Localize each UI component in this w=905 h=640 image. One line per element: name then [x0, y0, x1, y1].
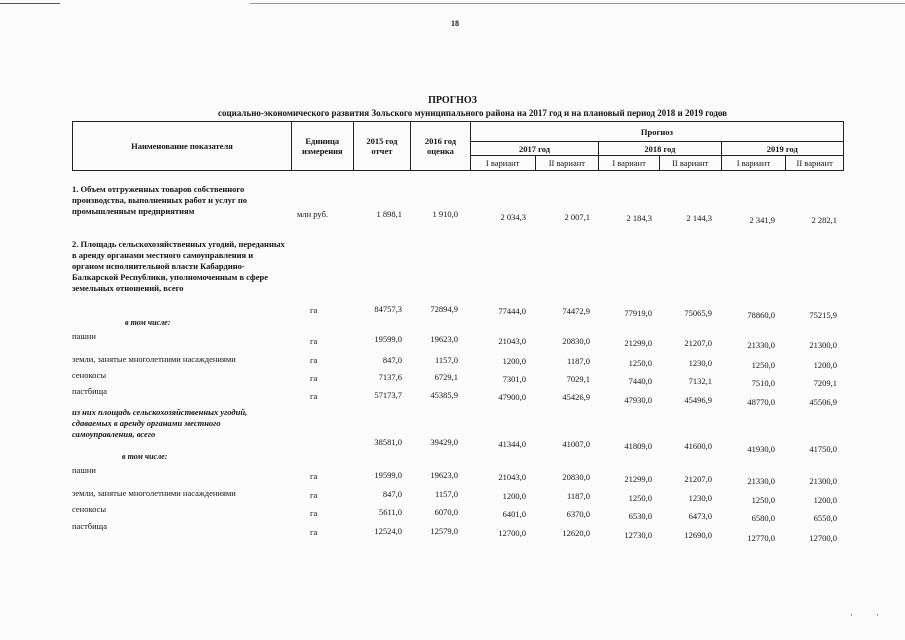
value-2016: 1 910,0	[432, 209, 458, 219]
value-2018-v1: 1250,0	[628, 358, 652, 368]
row-unit: га	[310, 305, 318, 315]
value-2017-v1: 1200,0	[502, 356, 526, 366]
scan-top-line-left	[0, 3, 60, 4]
value-2017-v2: 12620,0	[562, 528, 590, 538]
value-2017-v2: 7029,1	[566, 374, 590, 384]
row-name: сенокосы	[72, 504, 107, 514]
value-2015: 19599,0	[374, 334, 402, 344]
value-2017-v2: 74472,9	[562, 306, 590, 316]
header-2016: 2016 год оценка	[411, 122, 471, 171]
value-2017-v2: 1187,0	[566, 356, 590, 366]
value-2018-v2: 6473,0	[688, 511, 712, 521]
value-2019-v2: 21300,0	[809, 340, 837, 350]
value-2018-v1: 2 184,3	[626, 213, 652, 223]
value-2019-v2: 45506,9	[809, 397, 837, 407]
header-2018: 2018 год	[599, 142, 721, 156]
row-unit: га	[310, 471, 318, 481]
value-2016: 12579,0	[430, 526, 458, 536]
value-2019-v2: 2 282,1	[811, 215, 837, 225]
value-2017-v1: 21043,0	[498, 472, 526, 482]
header-2017-v1: I вариант	[470, 156, 535, 171]
table-header	[72, 121, 844, 171]
value-2019-v1: 12770,0	[747, 533, 775, 543]
value-2017-v1: 47900,0	[498, 392, 526, 402]
header-2019-v2: II вариант	[786, 156, 844, 171]
value-2019-v2: 41750,0	[809, 444, 837, 454]
value-2018-v2: 2 144,3	[686, 213, 712, 223]
value-2019-v2: 7209,1	[813, 378, 837, 388]
value-2018-v2: 1230,0	[688, 358, 712, 368]
value-2015: 847,0	[382, 355, 402, 365]
value-2017-v2: 6370,0	[566, 509, 590, 519]
value-2016: 39429,0	[430, 437, 458, 447]
value-2017-v2: 20830,0	[562, 472, 590, 482]
value-2018-v2: 75065,9	[684, 308, 712, 318]
value-2018-v1: 1250,0	[628, 493, 652, 503]
row-name: из них площадь сельскохозяйственных угодий, сдаваемых в аренду органами местного самоуправления, всего	[72, 407, 248, 439]
value-2018-v1: 7440,0	[628, 376, 652, 386]
value-2016: 1157,0	[434, 355, 458, 365]
value-2016: 19623,0	[430, 334, 458, 344]
value-2016: 45385,9	[430, 390, 458, 400]
value-2016: 6070,0	[434, 507, 458, 517]
value-2017-v2: 20830,0	[562, 336, 590, 346]
value-2019-v1: 7510,0	[751, 378, 775, 388]
header-forecast: Прогноз	[470, 122, 843, 142]
value-2019-v1: 1250,0	[751, 495, 775, 505]
value-2018-v2: 1230,0	[688, 493, 712, 503]
value-2017-v2: 1187,0	[566, 491, 590, 501]
document-title: ПРОГНОЗ	[428, 95, 477, 106]
header-2019: 2019 год	[721, 142, 843, 156]
scan-top-line-right	[250, 3, 905, 4]
row-name: 1. Объем отгруженных товаров собственного производства, выполненных работ и услуг по промышленным предприятиям	[72, 184, 248, 216]
value-2017-v2: 2 007,1	[564, 212, 590, 222]
row-name: пастбища	[72, 521, 108, 531]
header-unit: Единица измерения	[291, 122, 353, 171]
value-2019-v2: 6550,0	[813, 513, 837, 523]
value-2015: 7137,6	[378, 372, 402, 382]
value-2017-v1: 1200,0	[502, 491, 526, 501]
value-2016: 6729,1	[434, 372, 458, 382]
value-2018-v2: 21207,0	[684, 474, 712, 484]
value-2019-v1: 48770,0	[747, 397, 775, 407]
row-name: пашни	[72, 465, 96, 475]
value-2017-v1: 77444,0	[498, 306, 526, 316]
row-name: пастбища	[72, 386, 108, 396]
value-2017-v2: 45426,9	[562, 392, 590, 402]
row-name: 2. Площадь сельскохозяйственных угодий, переданных в аренду органами местного самоуправления и органом исполнительной власти Кабардино-Балкарской Республики, уполномоченным в сфере земельных отношений, всего	[72, 239, 285, 293]
scan-speck: ·	[850, 610, 853, 620]
in-that-number-label: в том числе:	[125, 318, 171, 327]
scan-speck: ·	[876, 610, 879, 620]
value-2016: 1157,0	[434, 489, 458, 499]
row-unit: га	[310, 490, 318, 500]
row-unit: га	[310, 373, 318, 383]
value-2015: 19599,0	[374, 470, 402, 480]
in-that-number-label: в том числе:	[122, 452, 168, 461]
value-2019-v1: 6580,0	[751, 513, 775, 523]
value-2015: 57173,7	[374, 390, 402, 400]
value-2016: 19623,0	[430, 470, 458, 480]
value-2019-v1: 21330,0	[747, 340, 775, 350]
value-2018-v1: 21299,0	[624, 474, 652, 484]
header-2017-v2: II вариант	[535, 156, 599, 171]
row-name: земли, занятые многолетними насаждениями	[72, 354, 236, 364]
value-2018-v1: 21299,0	[624, 338, 652, 348]
value-2019-v2: 12700,0	[809, 533, 837, 543]
value-2018-v2: 21207,0	[684, 338, 712, 348]
value-2015: 12524,0	[374, 526, 402, 536]
value-2019-v1: 78860,0	[747, 310, 775, 320]
value-2018-v1: 12730,0	[624, 530, 652, 540]
value-2019-v1: 1250,0	[751, 360, 775, 370]
document-subtitle: социально-экономического развития Зольского муниципального района на 2017 год и на плановый период 2018 и 2019 годов	[217, 108, 728, 118]
value-2018-v1: 41809,0	[624, 441, 652, 451]
row-name: сенокосы	[72, 370, 107, 380]
value-2019-v1: 41930,0	[747, 444, 775, 454]
value-2017-v1: 41344,0	[498, 439, 526, 449]
value-2018-v2: 7132,1	[688, 376, 712, 386]
header-2019-v1: I вариант	[721, 156, 786, 171]
value-2015: 1 898,1	[376, 209, 402, 219]
value-2017-v1: 2 034,3	[500, 212, 526, 222]
page-number: 18	[451, 19, 459, 28]
value-2015: 84757,3	[374, 304, 402, 314]
header-2018-v1: I вариант	[599, 156, 660, 171]
value-2019-v2: 1200,0	[813, 360, 837, 370]
value-2016: 72894,9	[430, 304, 458, 314]
header-2017: 2017 год	[470, 142, 598, 156]
row-unit: га	[310, 391, 318, 401]
row-name: земли, занятые многолетними насаждениями	[72, 488, 236, 498]
value-2019-v1: 2 341,9	[749, 215, 775, 225]
value-2018-v2: 45496,9	[684, 395, 712, 405]
value-2019-v1: 21330,0	[747, 476, 775, 486]
header-2018-v2: II вариант	[659, 156, 721, 171]
value-2018-v1: 6530,0	[628, 511, 652, 521]
row-name: пашни	[72, 331, 96, 341]
value-2015: 38581,0	[374, 437, 402, 447]
header-name: Наименование показателя	[73, 122, 292, 171]
row-unit: га	[310, 336, 318, 346]
value-2017-v1: 12700,0	[498, 528, 526, 538]
value-2017-v1: 6401,0	[502, 509, 526, 519]
row-unit: га	[310, 508, 318, 518]
value-2019-v2: 21300,0	[809, 476, 837, 486]
row-unit: га	[310, 355, 318, 365]
row-unit: га	[310, 527, 318, 537]
value-2018-v1: 77919,0	[624, 308, 652, 318]
value-2017-v1: 7301,0	[502, 374, 526, 384]
header-2015: 2015 год отчет	[353, 122, 411, 171]
value-2015: 847,0	[382, 489, 402, 499]
value-2019-v2: 75215,9	[809, 310, 837, 320]
value-2018-v1: 47930,0	[624, 395, 652, 405]
value-2018-v2: 41600,0	[684, 441, 712, 451]
value-2018-v2: 12690,0	[684, 530, 712, 540]
value-2015: 5611,0	[378, 507, 402, 517]
value-2017-v1: 21043,0	[498, 336, 526, 346]
value-2019-v2: 1200,0	[813, 495, 837, 505]
row-unit: млн руб.	[297, 209, 329, 219]
value-2017-v2: 41007,0	[562, 439, 590, 449]
